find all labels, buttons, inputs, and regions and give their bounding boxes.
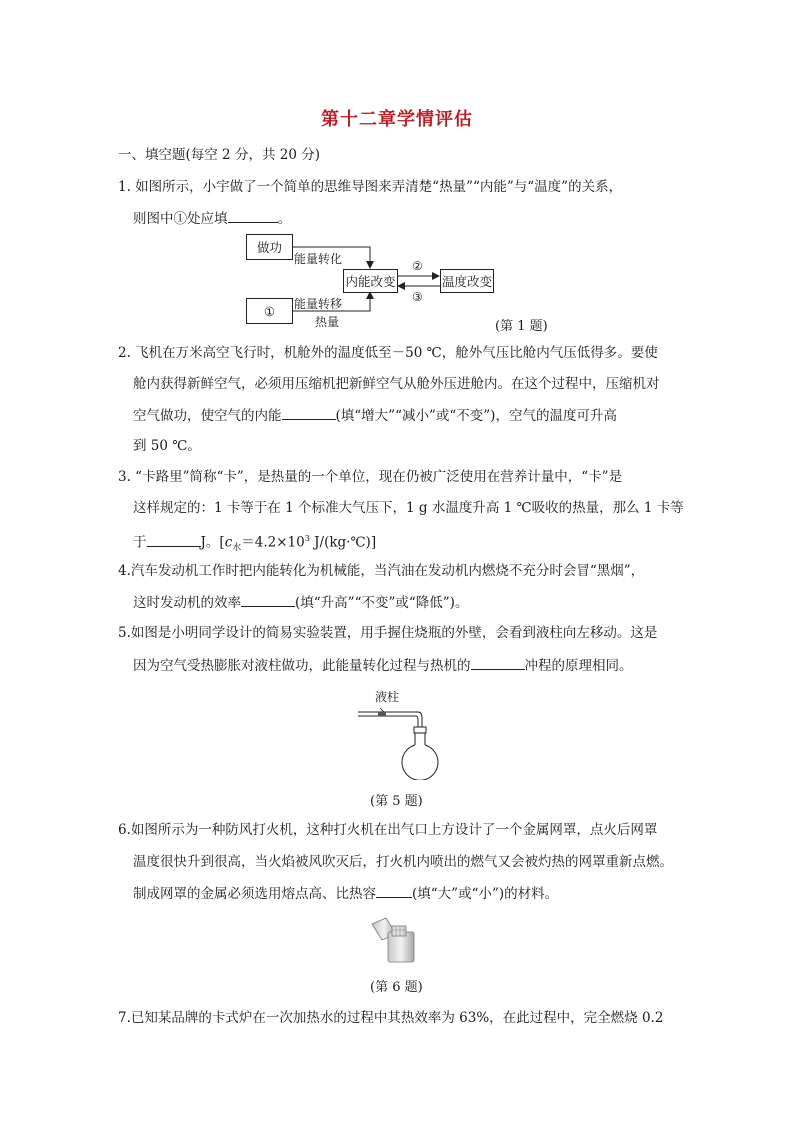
q4-line2 bbox=[133, 592, 468, 613]
label-circle2: ② bbox=[412, 259, 423, 273]
q3-answer-blank[interactable] bbox=[147, 532, 201, 547]
q6-line1: 6.如图所示为一种防风打火机，这种打火机在出气口上方设计了一个金属网罩，点火后网罩 bbox=[118, 822, 658, 838]
q1-text-b: 。 bbox=[277, 211, 291, 227]
q2-line1: 2. 飞机在万米高空飞行时，机舱外的温度低至－50 ℃，舱外气压比舱内气压低得多。要使 bbox=[118, 345, 658, 361]
q2-line4: 到 50 ℃。 bbox=[133, 438, 201, 454]
q1-line1: 1. 如图所示，小宇做了一个简单的思维导图来弄清楚“热量”“内能”与“温度”的关系， bbox=[118, 179, 623, 195]
diagram-box-internal-energy: 内能改变 bbox=[343, 269, 398, 293]
q6-text-a: 制成网罩的金属必须选用熔点高、比热容 bbox=[133, 886, 376, 902]
section-heading: 一、填空题(每空 2 分，共 20 分) bbox=[118, 147, 320, 163]
q1-text-a: 则图中①处应填 bbox=[133, 211, 228, 227]
q6-text-b: (填“大”或“小”)的材料。 bbox=[412, 886, 559, 902]
q4-line1: 4.汽车发动机工作时把内能转化为机械能，当汽油在发动机内燃烧不充分时会冒“黑烟”， bbox=[118, 563, 645, 579]
q6-answer-blank[interactable] bbox=[376, 883, 412, 898]
q2-line3 bbox=[133, 405, 617, 426]
q2-text-b: (填“增大”“减小”或“不变”)，空气的温度可升高 bbox=[335, 408, 617, 424]
q6-line2: 温度很快升到很高，当火焰被风吹灭后，打火机内喷出的燃气又会被灼热的网罩重新点燃。 bbox=[133, 854, 673, 870]
q3-text-a: 于 bbox=[133, 534, 147, 551]
q1-line2 bbox=[133, 208, 291, 229]
q3-line3 bbox=[133, 529, 376, 558]
q5-caption: (第 5 题) bbox=[370, 794, 423, 809]
q5-line1: 5.如图是小明同学设计的简易实验装置，用手握住烧瓶的外壁，会看到液柱向左移动。这是 bbox=[118, 625, 658, 641]
q3-text-b: J。[ bbox=[200, 534, 225, 551]
q4-text-a: 这时发动机的效率 bbox=[133, 595, 241, 611]
label-heat: 热量 bbox=[315, 315, 340, 329]
diagram-box-work: 做功 bbox=[246, 234, 293, 260]
diagram-box-circle1: ① bbox=[246, 298, 293, 324]
label-energy-transfer: 能量转移 bbox=[294, 297, 343, 311]
q5-label-liquid-column: 液柱 bbox=[375, 690, 400, 704]
q3-text-d: J/(kg·℃)] bbox=[309, 534, 377, 551]
q2-answer-blank[interactable] bbox=[282, 405, 336, 420]
q3-c-symbol: c bbox=[224, 534, 233, 551]
page-title: 第十二章学情评估 bbox=[321, 109, 473, 130]
q6-lighter-figure bbox=[366, 916, 430, 964]
q4-text-b: (填“升高”“不变”或“降低”)。 bbox=[295, 595, 469, 611]
q4-answer-blank[interactable] bbox=[241, 592, 295, 607]
q3-exp: 3 bbox=[304, 534, 310, 543]
q6-caption: (第 6 题) bbox=[370, 980, 423, 995]
q2-text-a: 空气做功，使空气的内能 bbox=[133, 408, 282, 424]
diagram-box-temperature: 温度改变 bbox=[440, 269, 494, 293]
q5-text-a: 因为空气受热膨胀对液柱做功，此能量转化过程与热机的 bbox=[133, 658, 471, 674]
q3-line1: 3. “卡路里”简称“卡”，是热量的一个单位，现在仍被广泛使用在营养计量中，“卡”是 bbox=[118, 469, 623, 485]
label-energy-convert: 能量转化 bbox=[294, 252, 343, 266]
q3-c-sub: 水 bbox=[232, 543, 242, 554]
q3-text-c: ＝4.2×10 bbox=[241, 534, 305, 551]
q5-flask-figure bbox=[350, 700, 450, 780]
q5-text-b: 冲程的原理相同。 bbox=[524, 658, 633, 674]
q2-line2: 舱内获得新鲜空气，必须用压缩机把新鲜空气从舱外压进舱内。在这个过程中，压缩机对 bbox=[133, 376, 660, 392]
q3-line2: 这样规定的：1 卡等于在 1 个标准大气压下，1 g 水温度升高 1 ℃吸收的热量，那么 1 卡等 bbox=[133, 500, 684, 516]
q5-answer-blank[interactable] bbox=[471, 655, 525, 670]
q6-line3 bbox=[133, 883, 558, 904]
label-circle3: ③ bbox=[412, 290, 423, 304]
q7-line1: 7.已知某品牌的卡式炉在一次加热水的过程中其热效率为 63%，在此过程中，完全燃烧 0.2 bbox=[118, 1010, 664, 1026]
q1-answer-blank[interactable] bbox=[228, 208, 278, 223]
q5-line2 bbox=[133, 655, 633, 676]
q1-caption: (第 1 题) bbox=[495, 319, 548, 334]
liquid-column bbox=[378, 712, 386, 716]
